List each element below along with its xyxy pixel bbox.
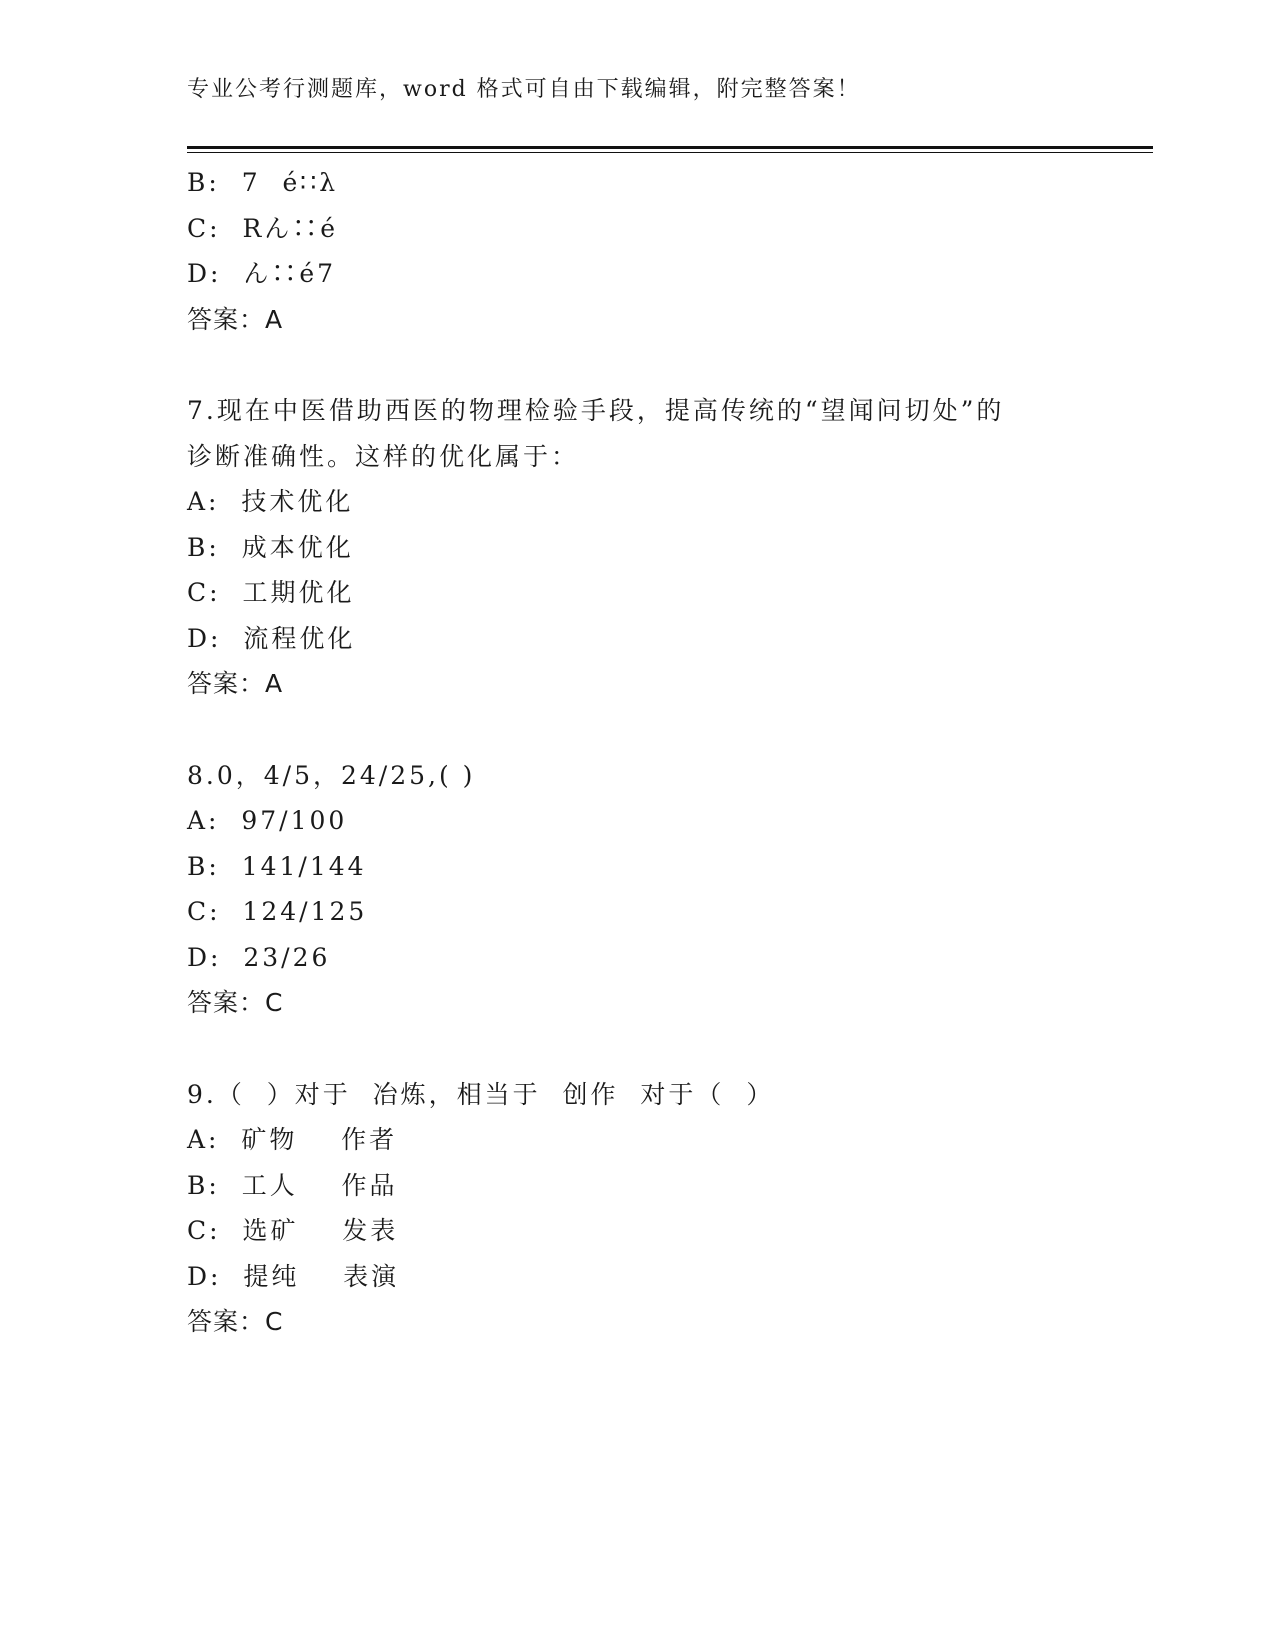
question-stem: 7.现在中医借助西医的物理检验手段，提高传统的“望闻问切处”的 [187, 396, 1005, 425]
header-rule-thin [187, 152, 1153, 153]
option-c: C: 选矿 发表 [187, 1216, 399, 1245]
option-d: D: 提纯 表演 [187, 1261, 400, 1291]
question-8 [187, 753, 1147, 1026]
answer: 答案：A [187, 304, 284, 334]
question-stem: 8.0，4/5，24/25,( ) [187, 760, 476, 790]
question-7 [187, 388, 1147, 707]
option-c: C: 124/125 [187, 897, 368, 926]
option-d: D: 流程优化 [187, 623, 356, 653]
question-stem-continued: 诊断准确性。这样的优化属于： [187, 441, 580, 471]
option-d: D: 23/26 [187, 942, 331, 972]
option-d: D: ん∷é7 [187, 259, 337, 288]
header-rule-thick [187, 146, 1153, 149]
option-c: C: 工期优化 [187, 578, 355, 607]
option-a: A: 技术优化 [187, 487, 354, 516]
option-a: A: 矿物 作者 [187, 1125, 398, 1154]
question-6 [187, 160, 1147, 342]
question-stem: 9.（ ）对于 冶炼，相当于 创作 对于（ ） [187, 1079, 775, 1109]
option-b: B: 141/144 [187, 851, 367, 881]
question-content [187, 160, 1147, 1345]
answer: 答案：A [187, 669, 284, 698]
answer: 答案：C [187, 988, 284, 1017]
option-b: B: 工人 作品 [187, 1170, 398, 1200]
page-header: 专业公考行测题库，word 格式可自由下载编辑，附完整答案！ [187, 77, 861, 102]
option-b: B: 成本优化 [187, 532, 354, 562]
option-b: B: 7 é∷λ [187, 168, 339, 197]
answer: 答案：C [187, 1307, 284, 1336]
question-9 [187, 1072, 1147, 1345]
option-a: A: 97/100 [187, 806, 348, 835]
option-c: C: Rん∷é [187, 213, 339, 243]
